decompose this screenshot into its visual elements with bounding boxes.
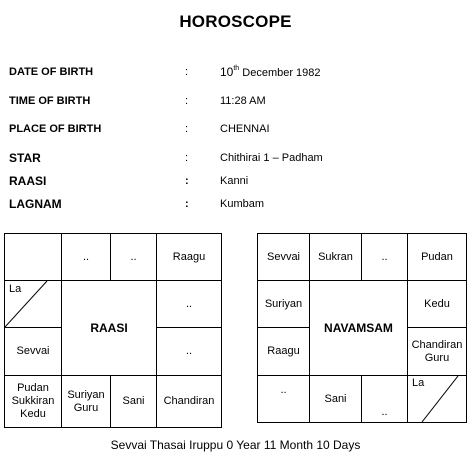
lagna-marker: La	[412, 377, 425, 389]
raasi-house: Sani	[110, 375, 157, 428]
detail-value: Kumbam	[220, 198, 265, 210]
detail-colon: :	[185, 95, 189, 107]
navamsam-house-lagna	[407, 375, 467, 423]
detail-label: STAR	[9, 151, 41, 165]
detail-colon: :	[185, 175, 189, 187]
detail-colon: :	[185, 123, 189, 135]
detail-row-raasi	[0, 172, 471, 190]
navamsam-house: Raagu	[257, 327, 310, 376]
raasi-chart	[4, 233, 222, 428]
raasi-house: Pudan Sukkiran Kedu	[4, 375, 62, 428]
detail-label: TIME OF BIRTH	[9, 95, 91, 107]
detail-colon: :	[185, 66, 189, 78]
date-suffix: th	[233, 65, 240, 73]
raasi-house: ..	[156, 327, 222, 376]
navamsam-house: ..	[361, 375, 408, 423]
detail-row-time	[0, 92, 471, 110]
detail-label: LAGNAM	[9, 197, 62, 211]
raasi-house	[4, 233, 62, 281]
navamsam-house: Sukran	[309, 233, 362, 281]
raasi-house: Sevvai	[4, 327, 62, 376]
raasi-house: ..	[61, 233, 111, 281]
navamsam-center-label: NAVAMSAM	[309, 280, 408, 376]
navamsam-chart	[257, 233, 467, 423]
date-rest: December 1982	[239, 67, 321, 79]
navamsam-house: ..	[257, 375, 310, 423]
lagna-marker: La	[9, 283, 22, 295]
raasi-house: Chandiran	[156, 375, 222, 428]
navamsam-house: Sevvai	[257, 233, 310, 281]
detail-row-star	[0, 149, 471, 167]
navamsam-house: Pudan	[407, 233, 467, 281]
detail-label: DATE OF BIRTH	[9, 66, 94, 78]
detail-row-place	[0, 120, 471, 138]
detail-value: Chithirai 1 – Padham	[220, 152, 323, 164]
navamsam-house: Chandiran Guru	[407, 327, 467, 376]
detail-colon: :	[185, 198, 189, 210]
raasi-house: ..	[156, 280, 222, 328]
navamsam-house: Sani	[309, 375, 362, 423]
navamsam-house: Kedu	[407, 280, 467, 328]
detail-value: 11:28 AM	[220, 95, 266, 107]
raasi-house-lagna	[4, 280, 62, 328]
detail-value: Kanni	[220, 175, 249, 187]
raasi-center-label: RAASI	[61, 280, 157, 376]
detail-label: PLACE OF BIRTH	[9, 123, 102, 135]
navamsam-house: ..	[361, 233, 408, 281]
raasi-house: Suriyan Guru	[61, 375, 111, 428]
detail-label: RAASI	[9, 174, 47, 188]
raasi-house: ..	[110, 233, 157, 281]
detail-value: CHENNAI	[220, 123, 270, 135]
date-day: 10	[220, 65, 234, 79]
navamsam-house: Suriyan	[257, 280, 310, 328]
birth-details	[0, 0, 471, 220]
detail-row-date	[0, 63, 471, 81]
detail-row-lagnam	[0, 195, 471, 213]
raasi-house: Raagu	[156, 233, 222, 281]
thasai-iruppu-note: Sevvai Thasai Iruppu 0 Year 11 Month 10 Days	[110, 438, 361, 452]
detail-colon: :	[185, 152, 189, 164]
page-title: HOROSCOPE	[179, 12, 292, 31]
detail-value	[220, 63, 321, 82]
